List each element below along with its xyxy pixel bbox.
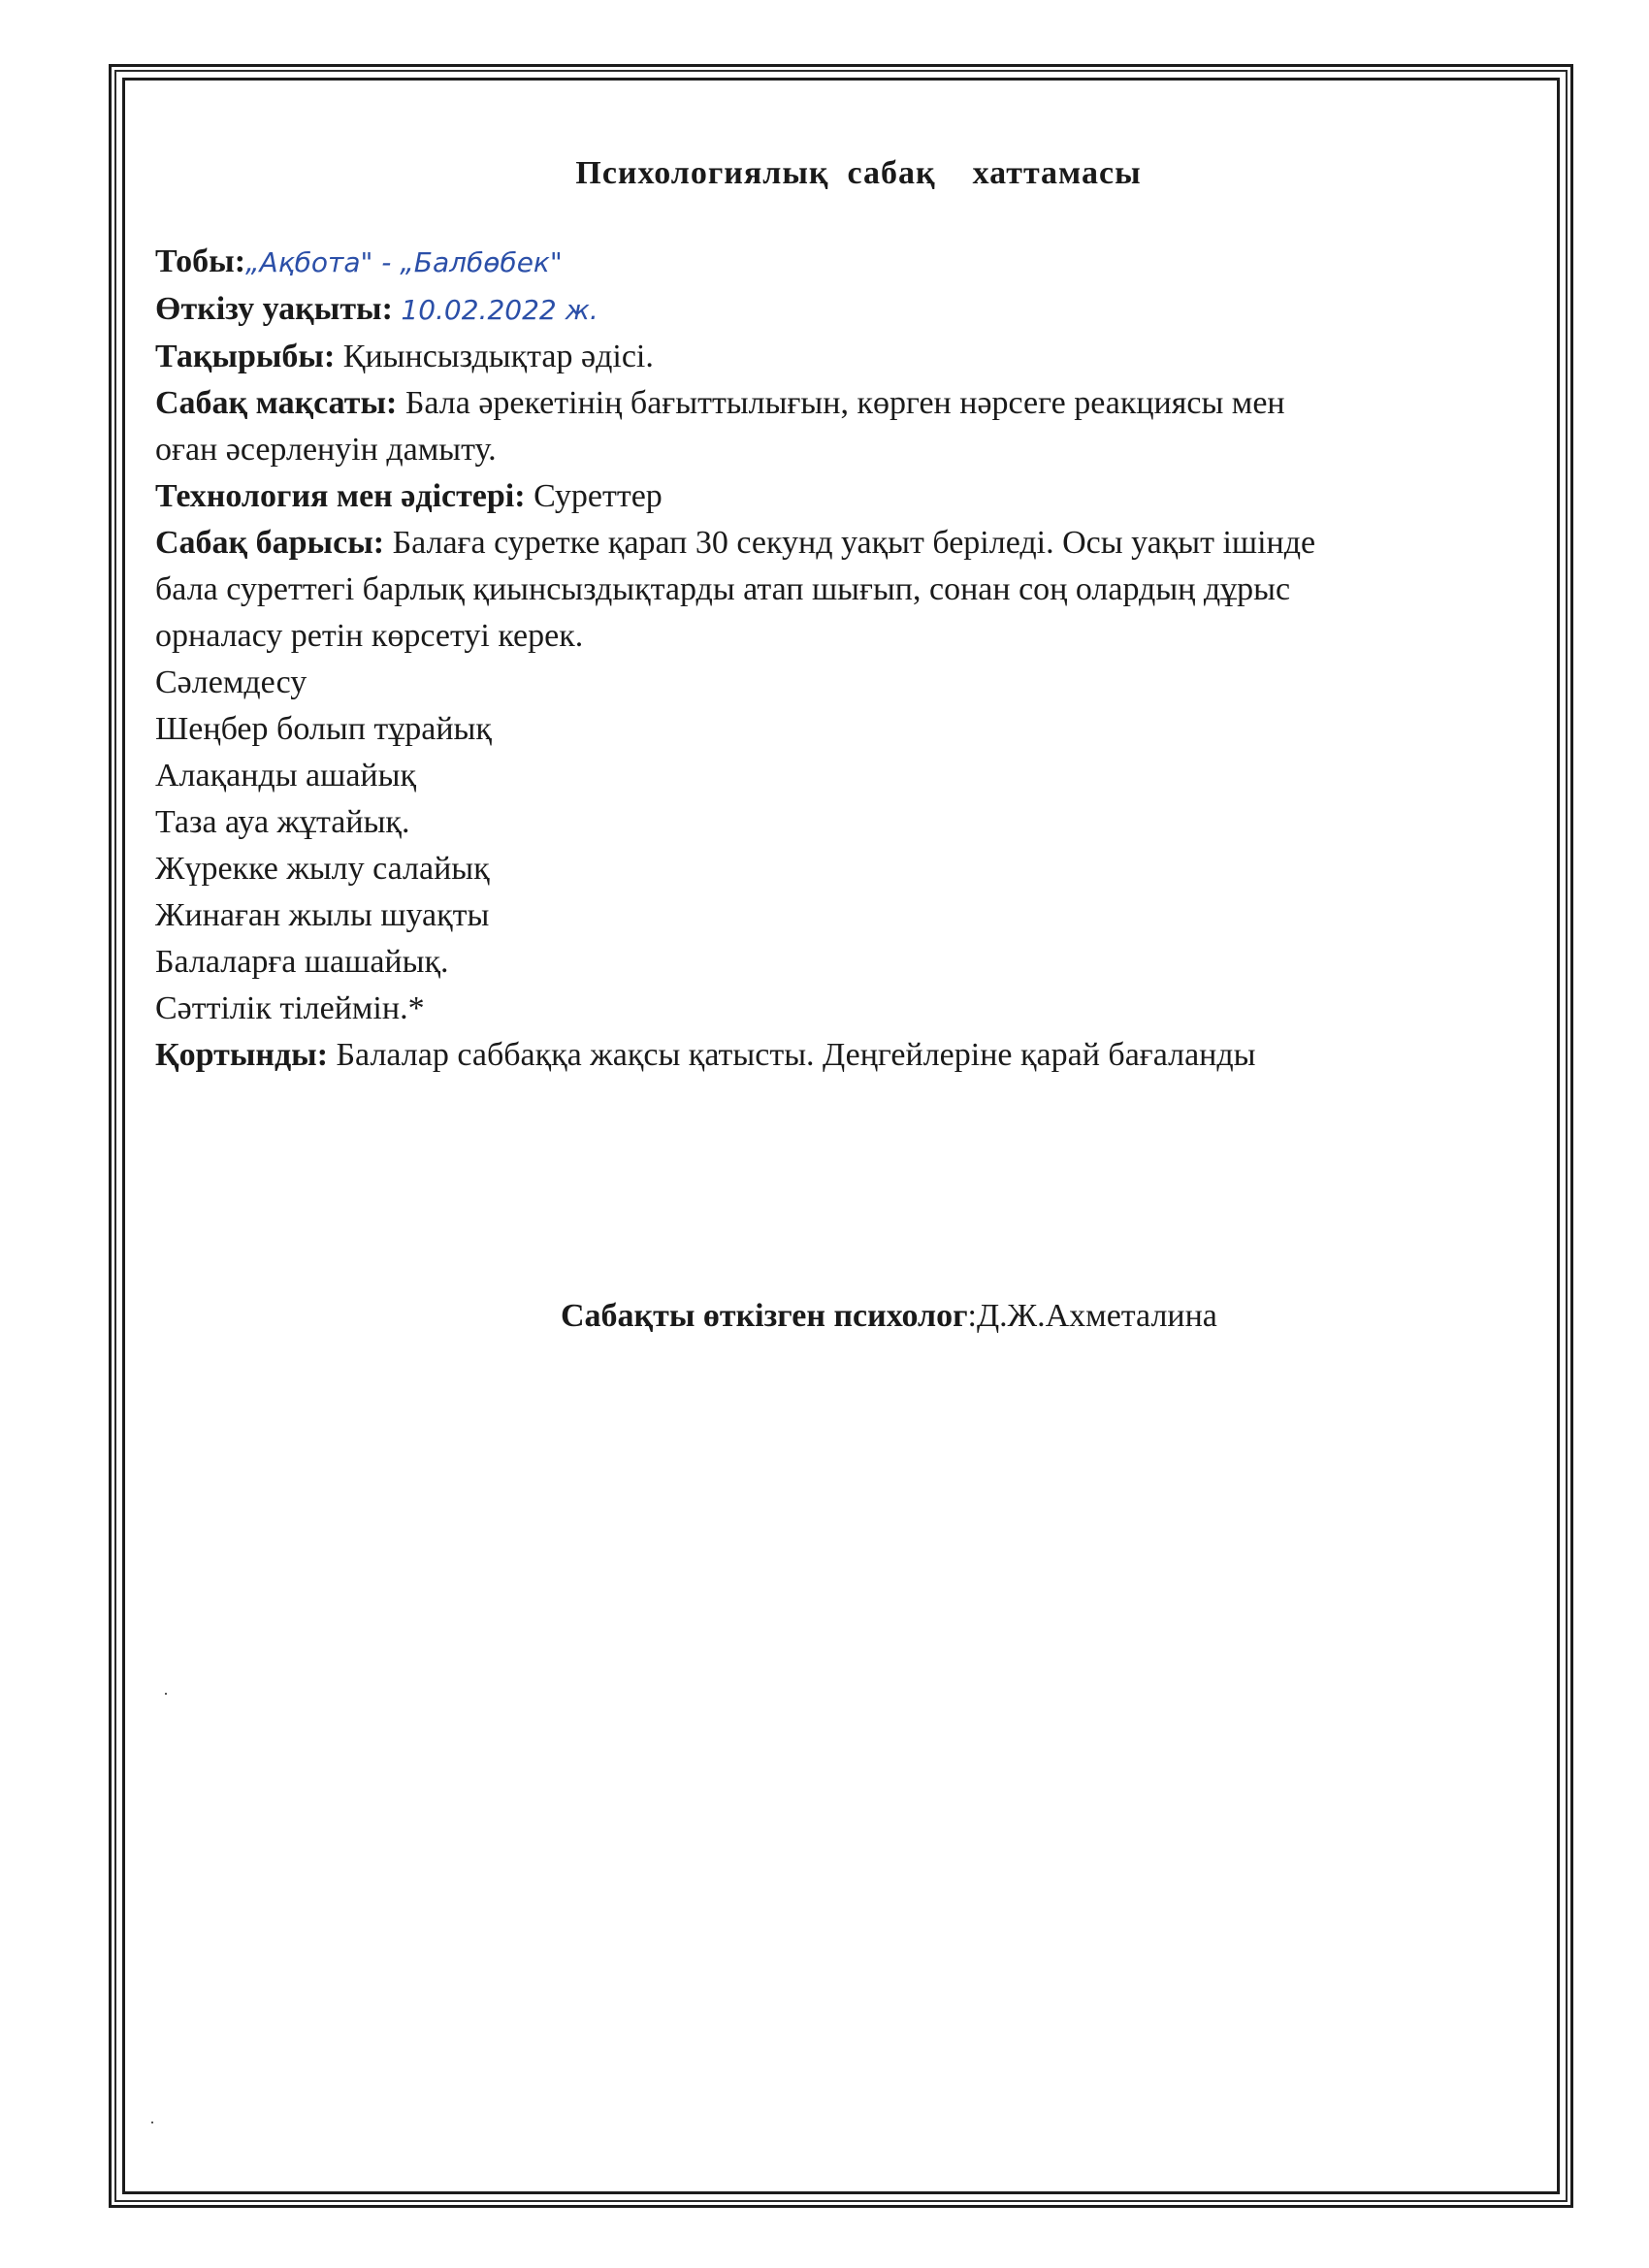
group-line [155, 239, 1513, 286]
signature-label: Сабақты өткізген психолог [561, 1298, 968, 1334]
conclusion-label: Қортынды: [155, 1037, 329, 1073]
technology-label: Технология мен әдістері: [155, 478, 526, 514]
poem-line: Сәттілік тілеймін.* [155, 990, 425, 1026]
poem-line: Алақанды ашайық [155, 758, 416, 794]
conclusion-line [155, 1032, 1513, 1079]
time-line [155, 286, 1513, 334]
process-line-3: орналасу ретін көрсетуі керек. [155, 618, 584, 654]
poem-line: Сәлемдесу [155, 664, 307, 700]
document-title-text: Психологиялық сабақ хаттамасы [575, 155, 1142, 191]
process-label: Сабақ барысы: [155, 525, 385, 561]
document-title [0, 155, 1649, 192]
time-value-handwritten: 10.02.2022 ж. [401, 294, 598, 326]
conclusion-value: Балалар саббаққа жақсы қатысты. Деңгейлеріне қарай бағаланды [336, 1037, 1256, 1073]
poem-line: Шеңбер болып тұрайық [155, 711, 492, 747]
process-line-1 [155, 520, 1513, 567]
process-text-1: Балаға суретке қарап 30 секунд уақыт беріледі. Осы уақыт ішінде [392, 525, 1316, 561]
technology-value: Суреттер [534, 478, 663, 514]
scan-speck [151, 2122, 153, 2123]
signature-name: :Д.Ж.Ахметалина [967, 1298, 1217, 1334]
group-value-handwritten: „Ақбота" - „Балбөбек" [245, 246, 563, 278]
poem-line: Жинаған жылы шуақты [155, 897, 490, 933]
signature-line [561, 1298, 1217, 1335]
document-body [155, 239, 1513, 1079]
topic-line [155, 334, 1513, 380]
technology-line [155, 473, 1513, 520]
goal-label: Сабақ мақсаты: [155, 385, 398, 421]
group-label: Тобы: [155, 243, 246, 279]
topic-label: Тақырыбы: [155, 339, 336, 374]
poem-line: Жүрекке жылу салайық [155, 851, 490, 887]
poem-line: Балаларға шашайық. [155, 944, 449, 980]
poem-line: Таза ауа жұтайық. [155, 804, 410, 840]
goal-line-1 [155, 380, 1513, 427]
topic-value: Қиынсыздықтар әдісі. [342, 339, 654, 374]
time-label: Өткізу уақыты: [155, 291, 393, 327]
process-line-2: бала суреттегі барлық қиынсыздықтарды атап шығып, сонан соң олардың дұрыс [155, 571, 1291, 607]
scan-speck [165, 1693, 167, 1695]
goal-line-2: оған әсерленуін дамыту. [155, 432, 497, 468]
goal-text-1: Бала әрекетінің бағыттылығын, көрген нәрсеге реакциясы мен [397, 385, 1285, 421]
